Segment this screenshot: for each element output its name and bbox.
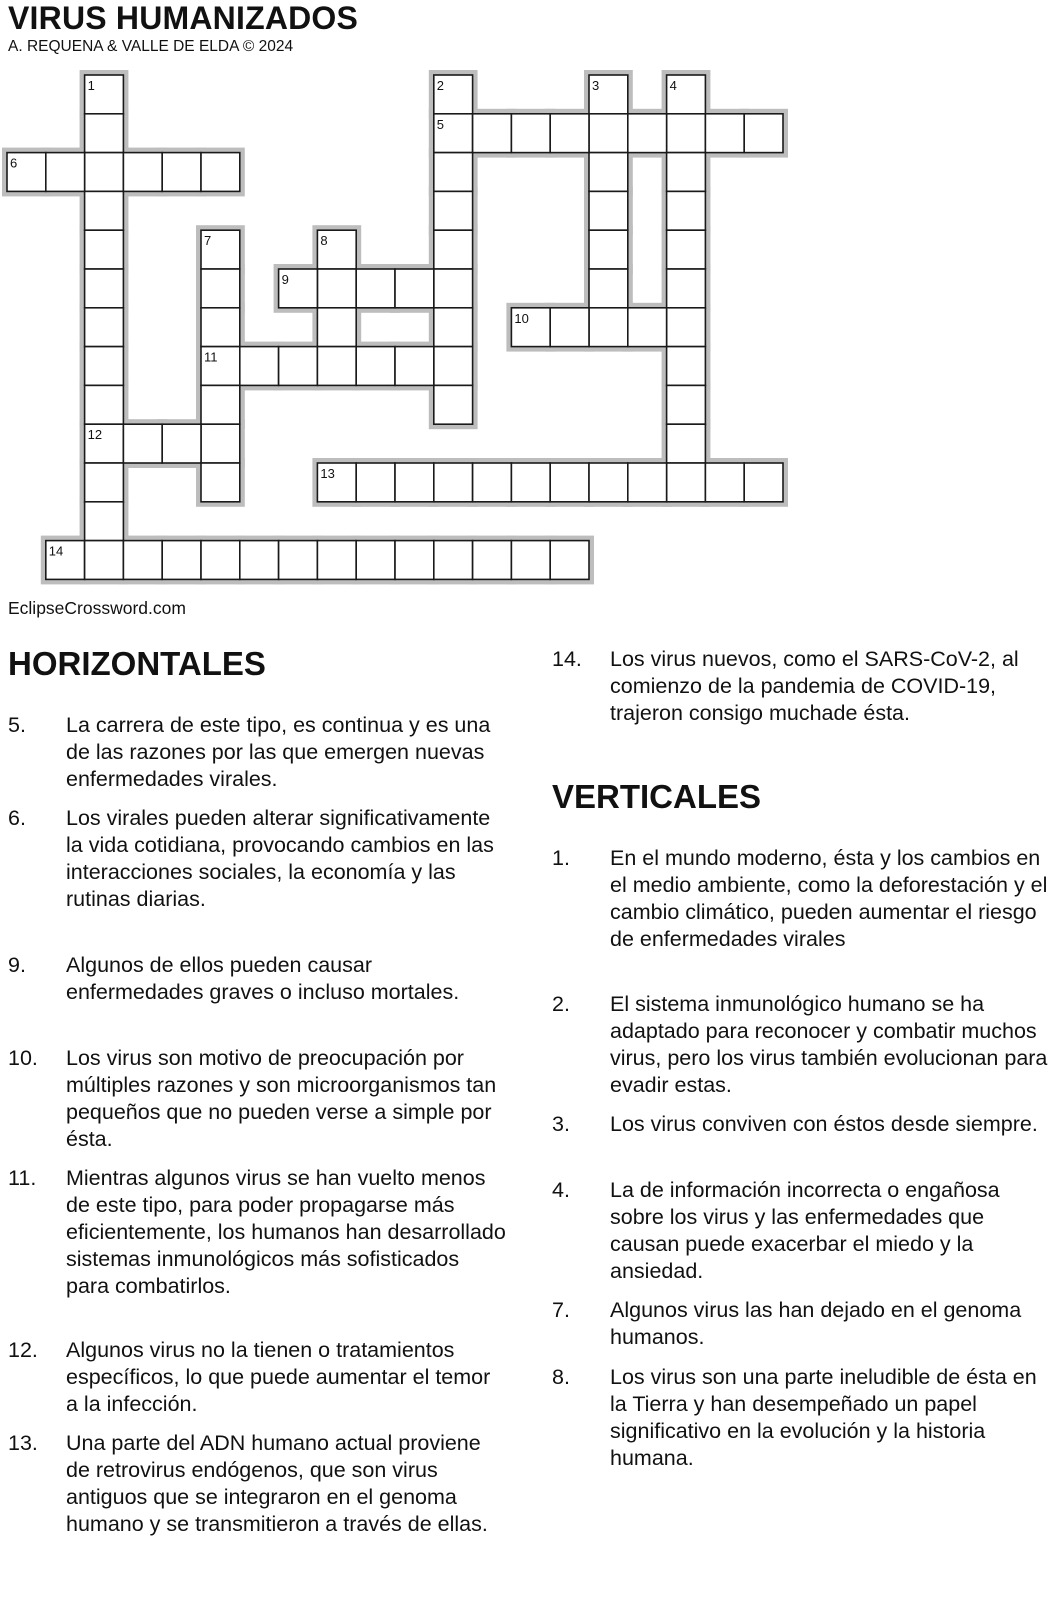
grid-cell[interactable] (201, 308, 240, 347)
grid-cell[interactable] (395, 269, 434, 308)
grid-cell[interactable] (240, 347, 279, 386)
grid-cell[interactable] (667, 269, 706, 308)
grid-cell[interactable] (85, 191, 124, 230)
grid-cell[interactable] (434, 191, 473, 230)
grid-cell[interactable] (473, 541, 512, 580)
grid-cell[interactable] (473, 114, 512, 153)
grid-cell[interactable] (589, 269, 628, 308)
grid-cell[interactable] (85, 153, 124, 192)
grid-cell[interactable] (628, 114, 667, 153)
clue-text: Los virus nuevos, como el SARS-CoV-2, al comienzo de la pandemia de COVID-19, trajeron consigo muchade ésta. (610, 647, 1019, 725)
clue-number: 3. (552, 1112, 570, 1136)
grid-cell[interactable] (317, 308, 356, 347)
clue-text: Una parte del ADN humano actual proviene de retrovirus endógenos, que son virus antiguos que se integraron en el genoma humano y se transmitieron a través de ellas. (66, 1431, 488, 1536)
clue-text: Algunos de ellos pueden causar enfermedades graves o incluso mortales. (66, 953, 460, 1004)
cell-number: 11 (204, 349, 218, 365)
grid-cell[interactable] (434, 385, 473, 424)
grid-cell[interactable] (667, 308, 706, 347)
grid-cell[interactable] (85, 114, 124, 153)
grid-cell[interactable] (434, 153, 473, 192)
grid-cell[interactable] (85, 347, 124, 386)
puzzle-title: VIRUS HUMANIZADOS (8, 0, 359, 36)
clue-number: 10. (8, 1046, 38, 1070)
cell-number: 5 (436, 116, 445, 132)
grid-cell[interactable] (201, 269, 240, 308)
grid-cell[interactable] (628, 463, 667, 502)
cell-number: 12 (87, 427, 103, 443)
grid-cell[interactable] (279, 541, 318, 580)
clue-number: 1. (552, 846, 570, 870)
cell-number: 9 (281, 272, 289, 287)
grid-cell[interactable] (434, 230, 473, 269)
clue-number: 13. (8, 1431, 38, 1455)
grid-cell[interactable] (511, 463, 550, 502)
grid-cell[interactable] (667, 230, 706, 269)
clue-text: Mientras algunos virus se han vuelto menos de este tipo, para poder propagarse más eficientemente, los humanos han desarrollado sistemas inmunológicos más sofisticados para combatirlos. (66, 1166, 506, 1298)
cell-number: 13 (320, 466, 335, 481)
grid-cell[interactable] (628, 308, 667, 347)
grid-cell[interactable] (434, 347, 473, 386)
grid-cell[interactable] (162, 541, 201, 580)
grid-cell[interactable] (511, 541, 550, 580)
clue-text: El sistema inmunológico humano se ha adaptado para reconocer y combatir muchos virus, pero los virus también evolucionan para evadir estas. (610, 992, 1048, 1097)
grid-cell[interactable] (589, 308, 628, 347)
grid-cell[interactable] (434, 269, 473, 308)
clue-number: 8. (552, 1365, 570, 1389)
grid-cell[interactable] (317, 269, 356, 308)
grid-cell[interactable] (473, 463, 512, 502)
grid-cell[interactable] (705, 114, 744, 153)
grid-cell[interactable] (123, 541, 162, 580)
clue-text: En el mundo moderno, ésta y los cambios en el medio ambiente, como la deforestación y el cambio climático, pueden aumentar el riesgo de enfermedades virales (610, 846, 1048, 951)
clue-number: 2. (552, 992, 570, 1016)
grid-cell[interactable] (85, 385, 124, 424)
grid-cell[interactable] (667, 424, 706, 463)
grid-cell[interactable] (667, 463, 706, 502)
across-heading: HORIZONTALES (8, 645, 266, 682)
grid-cell[interactable] (589, 230, 628, 269)
grid-cell[interactable] (85, 269, 124, 308)
grid-cell[interactable] (667, 385, 706, 424)
grid-cell[interactable] (201, 424, 240, 463)
grid-cell[interactable] (434, 463, 473, 502)
clue-text: La de información incorrecta o engañosa sobre los virus y las enfermedades que causan puede exacerbar el miedo y la ansiedad. (610, 1178, 1000, 1283)
crossword-grid[interactable] (0, 0, 1058, 620)
grid-cell[interactable] (356, 463, 395, 502)
grid-cell[interactable] (279, 347, 318, 386)
grid-cell[interactable] (589, 153, 628, 192)
grid-cell[interactable] (85, 308, 124, 347)
grid-cell[interactable] (85, 541, 124, 580)
grid-cell[interactable] (589, 114, 628, 153)
grid-cell[interactable] (85, 463, 124, 502)
grid-cell[interactable] (317, 347, 356, 386)
grid-cell[interactable] (550, 541, 589, 580)
cell-number: 8 (320, 233, 328, 249)
cell-number: 6 (10, 155, 18, 171)
clue-text: Los virus conviven con éstos desde siempre. (610, 1112, 1038, 1136)
grid-cell[interactable] (123, 424, 162, 463)
grid-cell[interactable] (705, 463, 744, 502)
cell-number: 2 (436, 78, 445, 93)
grid-cell[interactable] (434, 308, 473, 347)
grid-cell[interactable] (589, 191, 628, 230)
clue-number: 6. (8, 806, 26, 830)
grid-cell[interactable] (550, 308, 589, 347)
cell-number: 3 (592, 78, 600, 93)
grid-cell[interactable] (240, 541, 279, 580)
grid-cell[interactable] (511, 114, 550, 153)
grid-cell[interactable] (667, 153, 706, 192)
clue-number: 12. (8, 1338, 38, 1362)
grid-cell[interactable] (85, 502, 124, 541)
grid-cell[interactable] (744, 463, 783, 502)
clue-text: Los virus son una parte ineludible de ésta en la Tierra y han desempeñado un papel significativo en la evolución y la historia humana. (610, 1365, 1037, 1470)
clue-text: Los virales pueden alterar significativamente la vida cotidiana, provocando cambios en las interacciones sociales, la economía y las rutinas diarias. (66, 806, 494, 911)
cell-number: 4 (669, 78, 677, 93)
grid-cell[interactable] (123, 153, 162, 192)
clue-number: 14. (552, 647, 582, 671)
grid-cell[interactable] (589, 463, 628, 502)
grid-cell[interactable] (550, 114, 589, 153)
down-heading: VERTICALES (552, 778, 762, 815)
clue-number: 4. (552, 1178, 570, 1202)
clue-number: 5. (8, 713, 26, 737)
grid-cell[interactable] (434, 541, 473, 580)
grid-cell[interactable] (356, 269, 395, 308)
cell-number: 7 (204, 233, 212, 249)
cell-number: 10 (514, 310, 529, 326)
grid-cell[interactable] (317, 541, 356, 580)
clue-number: 7. (552, 1298, 570, 1322)
grid-cell[interactable] (395, 541, 434, 580)
clue-number: 9. (8, 953, 26, 977)
clue-text: Algunos virus las han dejado en el genoma humanos. (610, 1298, 1022, 1349)
grid-cell[interactable] (201, 153, 240, 192)
grid-cell[interactable] (395, 347, 434, 386)
clue-number: 11. (8, 1166, 37, 1190)
grid-cell[interactable] (201, 385, 240, 424)
cell-number: 1 (87, 78, 95, 93)
grid-cell[interactable] (550, 463, 589, 502)
grid-cell[interactable] (162, 153, 201, 192)
grid-cell[interactable] (667, 191, 706, 230)
grid-cell[interactable] (356, 347, 395, 386)
clue-text: La carrera de este tipo, es continua y es una de las razones por las que emergen nuevas enfermedades virales. (66, 713, 491, 791)
grid-cell[interactable] (46, 153, 85, 192)
grid-cell[interactable] (667, 114, 706, 153)
grid-cell[interactable] (395, 463, 434, 502)
grid-cell[interactable] (162, 424, 201, 463)
puzzle-author: A. REQUENA & VALLE DE ELDA © 2024 (8, 38, 294, 55)
grid-cell[interactable] (356, 541, 395, 580)
clue-text: Algunos virus no la tienen o tratamientos específicos, lo que puede aumentar el temor a la infección. (66, 1338, 491, 1416)
grid-cell[interactable] (744, 114, 783, 153)
cell-number: 14 (48, 543, 64, 559)
grid-cell[interactable] (201, 463, 240, 502)
grid-cell[interactable] (667, 347, 706, 386)
grid-cell[interactable] (85, 230, 124, 269)
clue-text: Los virus son motivo de preocupación por múltiples razones y son microorganismos tan pequeños que no pueden verse a simple por ésta. (66, 1046, 497, 1151)
footer-credit: EclipseCrossword.com (8, 598, 186, 618)
grid-cell[interactable] (201, 541, 240, 580)
